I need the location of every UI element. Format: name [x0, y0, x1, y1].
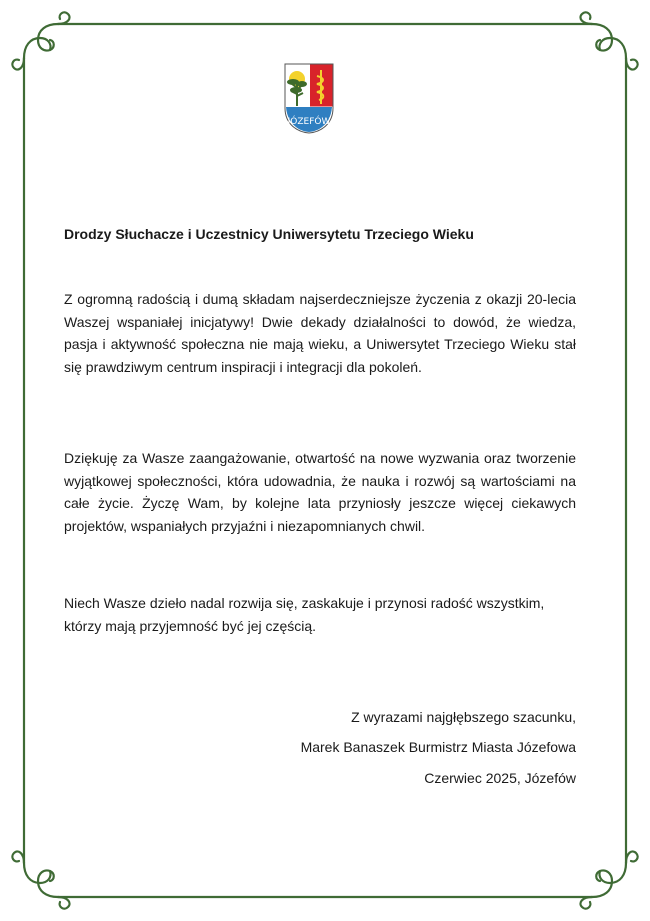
- crest-motto: JÓZEFÓW: [287, 117, 331, 127]
- letter-date-place: Czerwiec 2025, Józefów: [424, 770, 576, 786]
- letter-closing: Z wyrazami najgłębszego szacunku,: [351, 709, 576, 725]
- letter-paragraph: Dziękuję za Wasze zaangażowanie, otwartość na nowe wyzwania oraz tworzenie wyjątkowej społeczności, która udowadnia, że nauka i rozwój są wartościami na całe życie. Życzę Wam, by kolejne lata przyniosły jeszcze więcej ciekawych projektów, wspaniałych przyjaźni i niezapomnianych chwil.: [64, 450, 576, 534]
- coat-of-arms: [283, 62, 335, 134]
- letter-paragraph: Z ogromną radością i dumą składam najserdeczniejsze życzenia z okazji 20-lecia Waszej wspaniałej inicjatywy! Dwie dekady działalności to dowód, że wiedza, pasja i aktywność społeczna nie mają wieku, a Uniwersytet Trzeciego Wieku stał się prawdziwym centrum inspiracji i integracji dla pokoleń.: [64, 291, 576, 375]
- letter-paragraph: Niech Wasze dzieło nadal rozwija się, zaskakuje i przynosi radość wszystkim, którzy mają przyjemność być jej częścią.: [64, 595, 545, 634]
- letter-signatory: Marek Banaszek Burmistrz Miasta Józefowa: [300, 739, 576, 755]
- letter-greeting: Drodzy Słuchacze i Uczestnicy Uniwersytetu Trzeciego Wieku: [64, 226, 474, 242]
